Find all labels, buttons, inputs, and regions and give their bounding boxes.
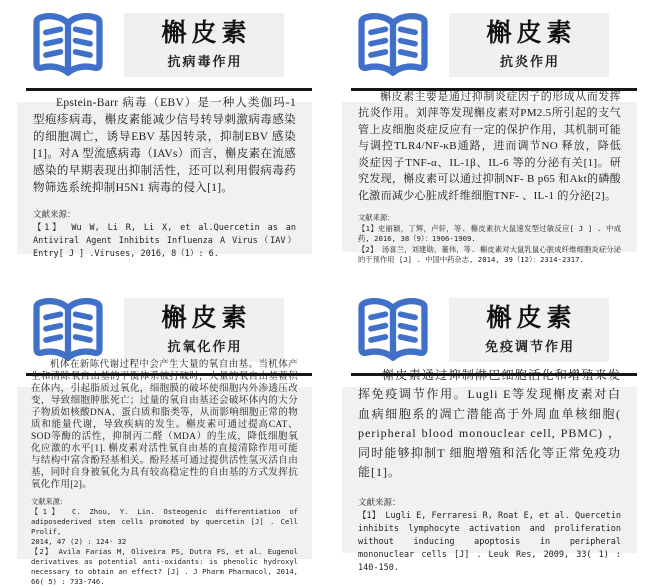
card-title-box bbox=[124, 13, 284, 77]
card-subtitle: 抗病毒作用 bbox=[167, 54, 243, 70]
reference-item: 2014, 47 (2) : 124- 32 bbox=[31, 537, 127, 546]
card-content-box bbox=[342, 90, 637, 264]
card-title-box bbox=[449, 13, 609, 77]
open-book-icon bbox=[351, 11, 435, 79]
references-block bbox=[31, 497, 298, 587]
card-header bbox=[351, 10, 650, 80]
card-title: 槲皮素 bbox=[161, 304, 252, 332]
reference-item: 【2】 Avila Farias M, Oliveira PS, Dutra FS, et al. Eugenol derivatives as potential anti-oxidants: is phenolic hydroxyl necessary to obtain an effect? [J] . J Pharm Pharmacol, 2014, 66( 5) : 733-746. bbox=[31, 547, 298, 586]
open-book-icon bbox=[26, 296, 110, 364]
card-subtitle: 免疫调节作用 bbox=[484, 339, 575, 355]
references-label: 文献来源： bbox=[358, 497, 401, 508]
card-body-text: 机体在新陈代谢过程中会产生大量的氧自由基。当机体产生和清除氧自由基的平衡体系被打破时，大量的氧自由基蓄积在体内，引起脂质过氧化，细胞膜的破坏使细胞内外渗透压改变，导致细胞肿胀死亡；过量的氧自由基还会破坏体内的大分子物质如核酸DNA、蛋白质和脂类等，从而影响细胞正常的物质和能量代谢，导致疾病的发生。槲皮素可通过提高CAT、SOD等酶的活性，抑制丙二醛（MDA）的生成，降低细胞氧化应激的水平[1]. 槲皮素对活性氧自由基的直接清除作用可能与结构中富含酚羟基相关。酚羟基可通过提供活性氢灭活自由基，同时自身被氧化为具有较高稳定性的自由基的方式发挥抗氧化作用[2]。 bbox=[31, 360, 298, 490]
card-body-text: Epstein-Barr 病毒（EBV）是一种人类伽玛-1型疱疹病毒，槲皮素能减少信号转导刺激病毒感染的细胞凋亡，诱导EBV 基因转录，抑制EBV 感染[1]。对A 型流感病毒（IAVs）而言，槲皮素在流感感染的早期表现出抑制活性，还可以利用假病毒药物筛选系统抑制H5N1 病毒的侵入[1]。 bbox=[33, 97, 296, 194]
references-label: 文献来源： bbox=[31, 497, 67, 506]
card-anti-inflammatory bbox=[325, 0, 650, 285]
card-immunomodulatory bbox=[325, 285, 650, 573]
header-divider bbox=[26, 88, 312, 91]
card-title: 槲皮素 bbox=[161, 19, 252, 47]
card-content-box bbox=[342, 367, 637, 573]
card-body-text: 槲皮素主要是通过抑制炎症因子的形成从而发挥抗炎作用。刘萍等发现槲皮素对PM2.5所引起的支气管上皮细胞炎症反应有一定的保护作用，其机制可能与调控TLR4/NF-κB通路，进而调节NO 释放，降低炎症因子TNF-α、IL-1β、IL-6 等的分泌有关[1]。研究发现，槲皮素可以通过抑制NF- B p65 和Akt的磷酸化激而减少心脏成纤维细胞TNF- 、IL-1 的分泌[2]。 bbox=[358, 90, 621, 202]
card-antiviral bbox=[0, 0, 325, 285]
references-label: 文献来源： bbox=[358, 213, 395, 222]
reference-item: 【1】 C. Zhou, Y. Lin. Osteogenic differentiation of adiposederived stem cells promoted by quercetin [J] . Cell Prolif, bbox=[31, 507, 298, 536]
references-block bbox=[358, 213, 621, 266]
reference-item: 【2】 汤喜兰，刘建勋，董伟，等. 槲皮素对大鼠乳鼠心脏成纤维细胞炎症分泌的干预作用 [J] . 中国中药杂志, 2014, 39（12）：2314-2317. bbox=[358, 244, 621, 264]
reference-item: 【1】 Wu W, Li R, Li X, et al.Quercetin as an Antiviral Agent Inhibits Influenza A Virus（IAV）Entry[ J ] .Viruses, 2016, 8（1）: 6. bbox=[33, 223, 296, 259]
references-block bbox=[33, 209, 296, 261]
reference-item: 【1】 Lugli E, Ferraresi R, Roat E, et al. Quercetin inhibits lymphocyte activation and proliferation without inducing apoptosis in peripheral mononuclear cells [J] . Leuk Res, 2009, 33( 1) : 140-150. bbox=[358, 510, 621, 573]
open-book-icon bbox=[26, 11, 110, 79]
references-label: 文献来源： bbox=[33, 210, 76, 220]
card-subtitle: 抗炎作用 bbox=[499, 54, 560, 70]
references-block bbox=[358, 497, 621, 575]
reference-item: 【1】史丽颖，丁辉，卢轩，等. 槲皮素抗大鼠速发型过敏反应[ J ] . 中成药, 2016, 38（9）：1906-1909. bbox=[358, 223, 621, 243]
card-title-box bbox=[124, 298, 284, 362]
card-title-box bbox=[449, 298, 609, 362]
open-book-icon bbox=[351, 296, 435, 364]
card-subtitle: 抗氧化作用 bbox=[167, 339, 243, 355]
card-body-text: 槲皮素通过抑制淋巴细胞活化和增殖来发挥免疫调节作用。Lugli E等发现槲皮素对白血病细胞系的凋亡潜能高于外周血单核细胞( peripheral blood monouclear cell, PBMC) ，同时能够抑制T 细胞增殖和活化等正常免疫功能[1]。 bbox=[358, 367, 621, 479]
card-content-box bbox=[17, 97, 312, 259]
card-header bbox=[26, 295, 325, 365]
card-header bbox=[26, 10, 325, 80]
card-content-box bbox=[17, 360, 312, 586]
card-title: 槲皮素 bbox=[486, 19, 577, 47]
card-header bbox=[351, 295, 650, 365]
card-antioxidant bbox=[0, 285, 325, 586]
card-title: 槲皮素 bbox=[486, 304, 577, 332]
